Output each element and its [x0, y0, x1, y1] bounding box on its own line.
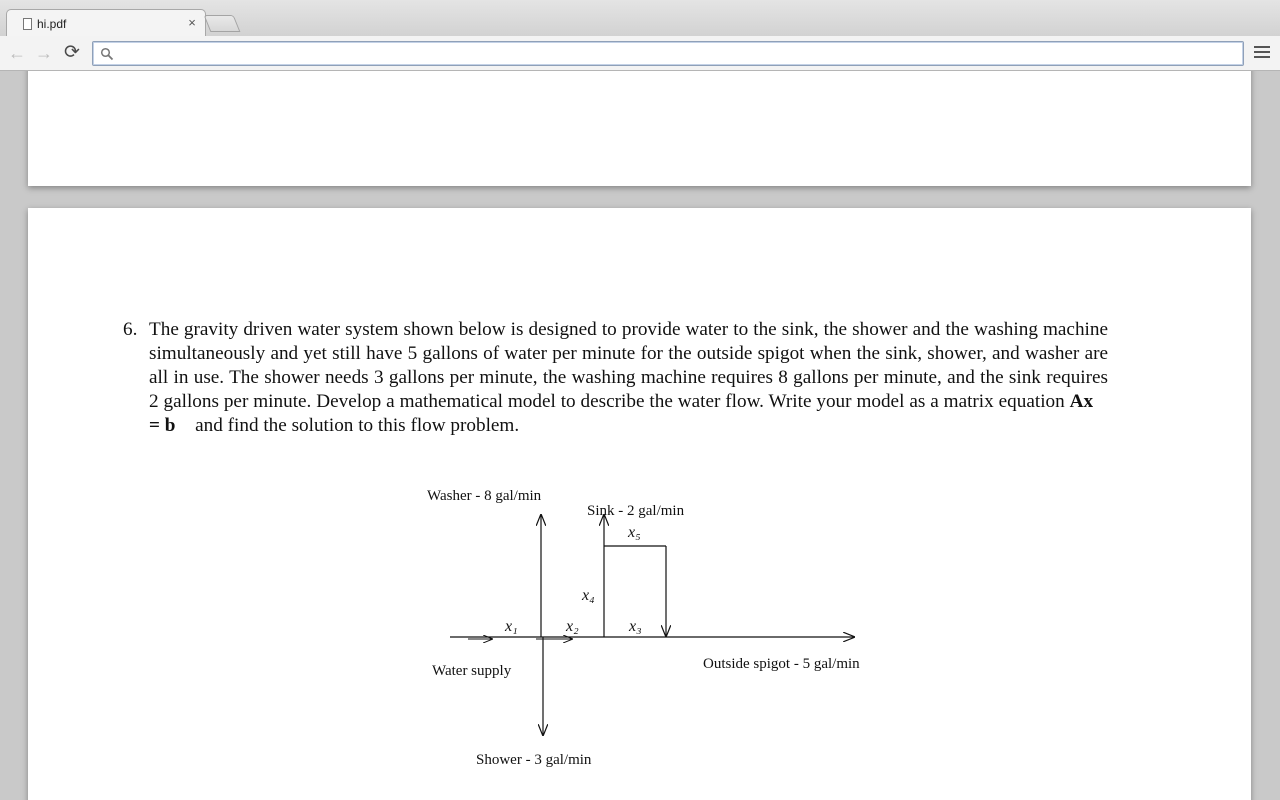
pdf-page	[28, 208, 1251, 800]
close-icon[interactable]: ×	[188, 15, 196, 30]
problem-paragraph	[123, 318, 1108, 438]
pdf-viewer[interactable]	[0, 71, 1280, 800]
x1-label: x₁	[505, 618, 518, 635]
address-input[interactable]	[117, 44, 1240, 63]
search-icon	[100, 47, 114, 61]
spigot-label: Outside spigot - 5 gal/min	[703, 656, 860, 672]
pdf-page	[28, 71, 1251, 186]
sink-label: Sink - 2 gal/min	[587, 503, 685, 519]
shower-label: Shower - 3 gal/min	[476, 752, 592, 768]
tab-title: hi.pdf	[37, 17, 67, 31]
matrix-equation: Ax⃗ = b⃗	[149, 391, 1108, 436]
problem-number: 6.	[123, 319, 138, 340]
flow-diagram	[368, 468, 888, 788]
tab-hi-pdf[interactable]	[6, 9, 206, 37]
browser-toolbar	[0, 36, 1280, 71]
forward-button[interactable]: →	[35, 43, 53, 63]
problem-text-after: and find the solution to this flow problem.	[190, 415, 520, 436]
problem-text	[149, 318, 1108, 438]
water-supply-label: Water supply	[432, 663, 512, 679]
menu-icon[interactable]	[1254, 46, 1270, 60]
x5-label: x₅	[628, 524, 641, 541]
x2-label: x₂	[566, 618, 579, 635]
reload-button[interactable]: ⟳	[64, 42, 80, 63]
x4-label: x₄	[582, 587, 595, 604]
washer-label: Washer - 8 gal/min	[427, 488, 542, 504]
new-tab-button[interactable]	[204, 15, 241, 32]
tab-strip	[0, 0, 1280, 36]
problem-text-before: The gravity driven water system shown below is designed to provide water to the sink, the shower and the washing machine simultaneously and yet still have 5 gallons of water per minute for the outside spigot when the sink, shower, and washer are all in use. The shower needs 3 gallons per minute, the washing machine requires 8 gallons per minute, and the sink requires 2 gallons per minute. Develop a mathematical model to describe the water flow. Write your model as a matrix equation	[149, 319, 1108, 412]
document-icon	[23, 18, 32, 30]
omnibox[interactable]	[92, 41, 1244, 66]
x3-label: x₃	[629, 618, 642, 635]
back-button[interactable]: ←	[8, 43, 26, 63]
